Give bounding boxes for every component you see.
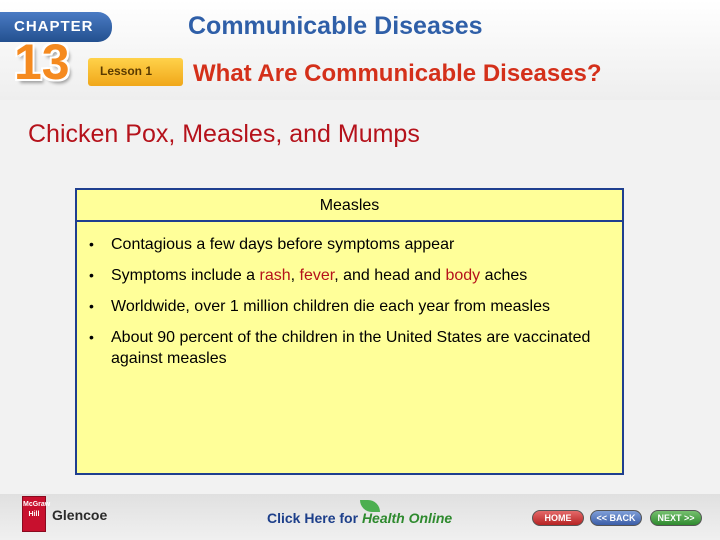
bullet-item <box>89 296 608 317</box>
highlight-body: body <box>445 267 481 284</box>
link-prefix: Click Here for <box>267 510 362 526</box>
bullet-text: Worldwide, over 1 million children die each year from measles <box>111 298 550 315</box>
lesson-title: What Are Communicable Diseases? <box>193 60 602 87</box>
chapter-title: Communicable Diseases <box>188 12 483 40</box>
lesson-label: Lesson 1 <box>100 64 153 78</box>
bullet-dot: • <box>89 236 94 252</box>
bullet-text: About 90 percent of the children in the United States are vaccinated against measles <box>111 329 591 367</box>
link-accent: Health Online <box>361 510 453 526</box>
bullet-dot: • <box>89 267 94 283</box>
bullet-text: Contagious a few days before symptoms appear <box>111 236 455 253</box>
bullet-text-part: aches <box>480 267 528 284</box>
mcgraw-hill-logo[interactable] <box>22 496 51 532</box>
bullet-dot: • <box>89 298 94 314</box>
bullet-dot: • <box>89 329 94 345</box>
highlight-rash: rash <box>259 267 291 284</box>
next-button[interactable]: NEXT >> <box>650 510 702 526</box>
bullet-list <box>77 222 622 369</box>
slide-title: Chicken Pox, Measles, and Mumps <box>28 120 420 148</box>
home-button[interactable]: HOME <box>532 510 584 526</box>
bullet-text-part: , and head and <box>334 267 446 284</box>
back-button[interactable]: << BACK <box>590 510 642 526</box>
bullet-item <box>89 327 608 369</box>
content-box-header: Measles <box>77 190 622 222</box>
bullet-text-part: Symptoms include a <box>111 267 260 284</box>
health-online-link[interactable] <box>267 510 452 526</box>
chapter-label: CHAPTER <box>14 18 94 35</box>
highlight-fever: fever <box>299 267 335 284</box>
content-box <box>75 188 624 475</box>
logo-text: McGraw Hill <box>23 501 51 518</box>
chapter-number: 13 <box>14 34 70 90</box>
bullet-item <box>89 234 608 255</box>
bullet-text-part: , <box>290 267 300 284</box>
publisher-name: Glencoe <box>52 507 108 523</box>
bullet-item <box>89 265 608 286</box>
